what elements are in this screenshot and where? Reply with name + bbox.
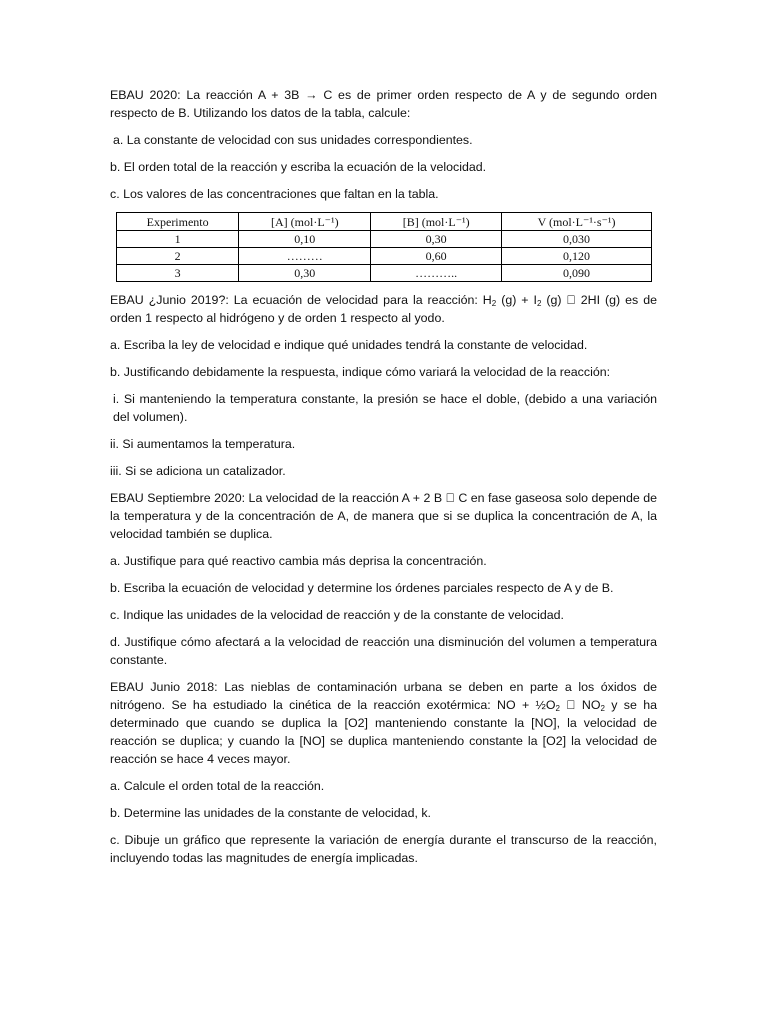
table-cell: 2 [117,248,239,265]
q2-item-a: a. Escriba la ley de velocidad e indique qué unidades tendrá la constante de velocidad. [110,338,588,352]
table-row [117,265,652,282]
table-cell: ……….. [371,265,502,282]
q2-intro-text: (g)   2HI (g) es de orden 1 respecto al hidrógeno y de orden 1 respecto al yodo. [110,293,657,325]
table-cell: ……… [239,248,371,265]
table-cell: 3 [117,265,239,282]
table-header-cell: V (mol·L⁻¹·s⁻¹) [502,213,652,231]
table-header-row [117,213,652,231]
table-header-cell: Experimento [117,213,239,231]
table-cell: 0,60 [371,248,502,265]
q3-item-c: c. Indique las unidades de la velocidad de reacción y de la constante de velocidad. [110,608,564,622]
q1-item-b: b. El orden total de la reacción y escriba la ecuación de la velocidad. [110,160,487,174]
table-header-cell: [A] (mol·L⁻¹) [239,213,371,231]
document-page [110,86,657,876]
q4-item-b: b. Determine las unidades de la constante de velocidad, k. [110,806,431,820]
q2-intro-text: EBAU ¿Junio 2019?: La ecuación de velocidad para la reacción: H [110,293,492,307]
kinetics-data-table [116,212,652,282]
q3-item-b: b. Escriba la ecuación de velocidad y determine los órdenes parciales respecto de A y de B. [110,581,614,595]
q2-item-b: b. Justificando debidamente la respuesta, indique cómo variará la velocidad de la reacción: [110,365,611,379]
table-cell: 0,090 [502,265,652,282]
q3-item-a: a. Justifique para qué reactivo cambia más deprisa la concentración. [110,554,487,568]
table-cell: 0,120 [502,248,652,265]
q4-intro-text:   NO [559,698,601,712]
q2-item-iii: iii. Si se adiciona un catalizador. [110,464,286,478]
q1-intro: EBAU 2020: La reacción A + 3B → C es de primer orden respecto de A y de segundo orden respecto de B. Utilizando los datos de la tabla, calcule: [110,88,657,120]
table-row [117,231,652,248]
table-row [117,248,652,265]
q1-item-c: c. Los valores de las concentraciones que faltan en la tabla. [110,187,439,201]
q4-intro [110,678,657,768]
subscript: 2 [491,299,497,308]
table-header-cell: [B] (mol·L⁻¹) [371,213,502,231]
table-cell: 0,30 [239,265,371,282]
table-cell: 0,30 [371,231,502,248]
q4-item-c: c. Dibuje un gráfico que represente la variación de energía durante el transcurso de la reacción, incluyendo todas las magnitudes de energía implicadas. [110,833,657,865]
table-cell: 0,10 [239,231,371,248]
q1-item-a: a. La constante de velocidad con sus unidades correspondientes. [113,133,473,147]
subscript: 2 [555,704,560,713]
q3-intro: EBAU Septiembre 2020: La velocidad de la reacción A + 2 B   C en fase gaseosa solo depende de la temperatura y de la concentración de A, de manera que si se duplica la concentración de A, la velocidad también se duplica. [110,491,657,541]
q2-intro [110,291,657,327]
table-cell: 0,030 [502,231,652,248]
q2-intro-text: (g) + I [496,293,537,307]
q4-intro-text: EBAU Junio 2018: Las nieblas de contaminación urbana se deben en parte a los óxidos de nitrógeno. Se ha estudiado la cinética de la reacción exotérmica: NO + ½O [110,680,657,712]
q2-item-i: i. Si manteniendo la temperatura constante, la presión se hace el doble, (debido a una variación del volumen). [113,392,657,424]
q4-intro-text: y se ha determinado que cuando se duplica la [O2] manteniendo constante la [NO], la velocidad de reacción se duplica; y cuando la [NO] se duplica manteniendo constante la [O2] la velocidad de reacción se hace 4 veces mayor. [110,698,657,766]
table-cell: 1 [117,231,239,248]
subscript: 2 [536,299,542,308]
subscript: 2 [600,704,605,713]
q3-item-d: d. Justifique cómo afectará a la velocidad de reacción una disminución del volumen a temperatura constante. [110,635,657,667]
q4-item-a: a. Calcule el orden total de la reacción. [110,779,325,793]
q2-item-ii: ii. Si aumentamos la temperatura. [110,437,296,451]
